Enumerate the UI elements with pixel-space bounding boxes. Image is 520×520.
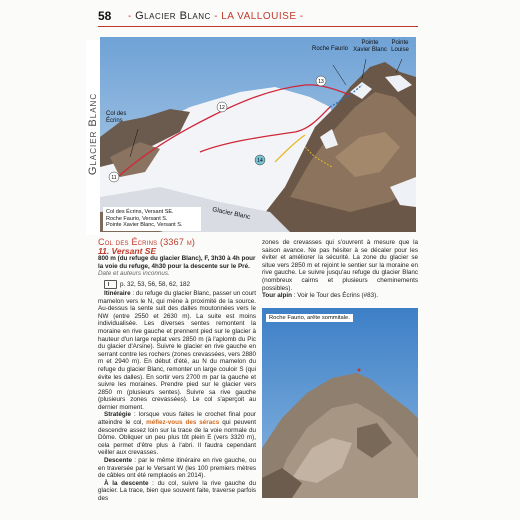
side-tab-label: Glacier Blanc xyxy=(87,92,99,176)
side-tab xyxy=(86,40,100,235)
photo-legend xyxy=(103,207,201,231)
route-summary: 800 m (du refuge du glacier Blanc), F, 3h30 à 4h pour la voie du refuge, 4h30 pour la descente sur le Pré. xyxy=(98,255,256,270)
dash: - xyxy=(128,11,136,22)
summit-ridge-illustration xyxy=(262,308,418,498)
pointe-louise-label: Pointe Louise xyxy=(391,40,409,53)
climber-icon xyxy=(358,369,361,372)
svg-text:11: 11 xyxy=(111,175,117,181)
legend-item: Col des Écrins, Versant SE. xyxy=(106,209,174,215)
descente-paragraph: Descente : par le même itinéraire en rive gauche, ou en traversée par le Versant W (les 100 premiers mètres de câbles ont été remplacés en 2014). xyxy=(98,457,256,480)
photo-caption: Roche Faurio, arête sommitale. xyxy=(266,314,353,322)
page-number: 58 xyxy=(98,9,112,23)
tour-alpin-paragraph: Tour alpin : Voir le Tour des Écrins (#83). xyxy=(262,292,378,300)
glacier-blanc-label: Glacier Blanc xyxy=(211,206,251,221)
header-rule xyxy=(98,26,418,27)
route-title: 11. Versant SE xyxy=(98,245,157,256)
strategie-paragraph: Stratégie : lorsque vous faites le crochet final pour atteindre le col, méfiez-vous des séracs qui peuvent descendre assez loin sur la trace de la voie normale du Dôme. Obliquer un peu plus tôt plein E (vers 3320 m), cela permet d'être plus à l'abri. Il faudra cependant veiller aux crevasses. xyxy=(98,411,256,457)
marker-11 xyxy=(109,172,119,182)
mountain-illustration xyxy=(100,37,416,232)
svg-text:14: 14 xyxy=(257,158,263,164)
pointe-xavier-blanc-label: Pointe Xavier Blanc xyxy=(353,40,387,53)
svg-text:13: 13 xyxy=(318,79,324,85)
itineraire-paragraph: Itinéraire : du refuge du glacier Blanc, passer un court mamelon vers le N, qui mène à proximité de la source. Au-dessus la sente suit des dalles moutonnées vers le NW (entre 2550 et 2630 m). La suite est moins individualisée. Les diverses sentes remontent la moraine en rive gauche et prennent pied sur le glacier à hauteur d'un large replat vers 2850 m (à l'aplomb du Pic du glacier d'Arsine). Suivre le glacier en rive gauche en serrant contre les rochers (zones crevassées, vers 2880 m et 2940 m). En début d'été, au N du mamelon du refuge du glacier Blanc, remonter un large couloir S (qui évite les dalles). En sortir vers 2700 m par la gauche et suivre les moraines. Prendre pied sur le glacier vers 2850 m (plusieurs sentes). Suivre sa rive gauche (plusieurs zones crevassées). Le col s'aperçoit au dernier moment. xyxy=(98,289,256,411)
map-references xyxy=(104,280,256,289)
marker-12 xyxy=(217,102,227,112)
route-dates: Date et auteurs inconnus. xyxy=(98,270,170,278)
route-photo xyxy=(100,37,416,232)
crevasse-paragraph: zones de crevasses qui s'ouvrent à mesure que la saison avance. Ne pas hésiter à se décaler pour les éviter et améliorer la sécurité. La zone du glacier se situe vers 2850 m et rejoint le sentier sur la moraine en rive gauche. Le suivre jusqu'au refuge du glacier Blanc (nombreux cairns et plusieurs cheminements possibles). xyxy=(262,239,418,292)
a-la-descente-paragraph: À la descente : du col, suivre la rive gauche du glacier. La trace, bien que souvent faite, traverse parfois des xyxy=(98,479,256,502)
summit-photo xyxy=(262,308,418,498)
map-icon xyxy=(104,280,117,289)
roche-faurio-label: Roche Faurio xyxy=(311,46,349,52)
dash: - xyxy=(296,11,304,22)
dash: - xyxy=(210,11,222,22)
running-title xyxy=(128,10,304,22)
left-column xyxy=(98,239,256,503)
region-name: LA VALLOUISE xyxy=(221,11,297,22)
page-header xyxy=(98,6,418,26)
marker-13 xyxy=(316,76,326,86)
col-des-ecrins-label: Col des Écrins xyxy=(106,111,127,124)
marker-14 xyxy=(255,155,265,165)
svg-text:12: 12 xyxy=(219,105,225,111)
article-title: Col des Écrins (3367 m) xyxy=(98,237,196,247)
map-pages: p. 32, 53, 56, 58, 62, 182 xyxy=(120,280,191,288)
right-column xyxy=(262,239,418,300)
section-name: Glacier Blanc xyxy=(135,10,211,22)
legend-item: Pointe Xavier Blanc, Versant S. xyxy=(106,222,183,228)
legend-item: Roche Faurio, Versant S. xyxy=(106,215,168,222)
